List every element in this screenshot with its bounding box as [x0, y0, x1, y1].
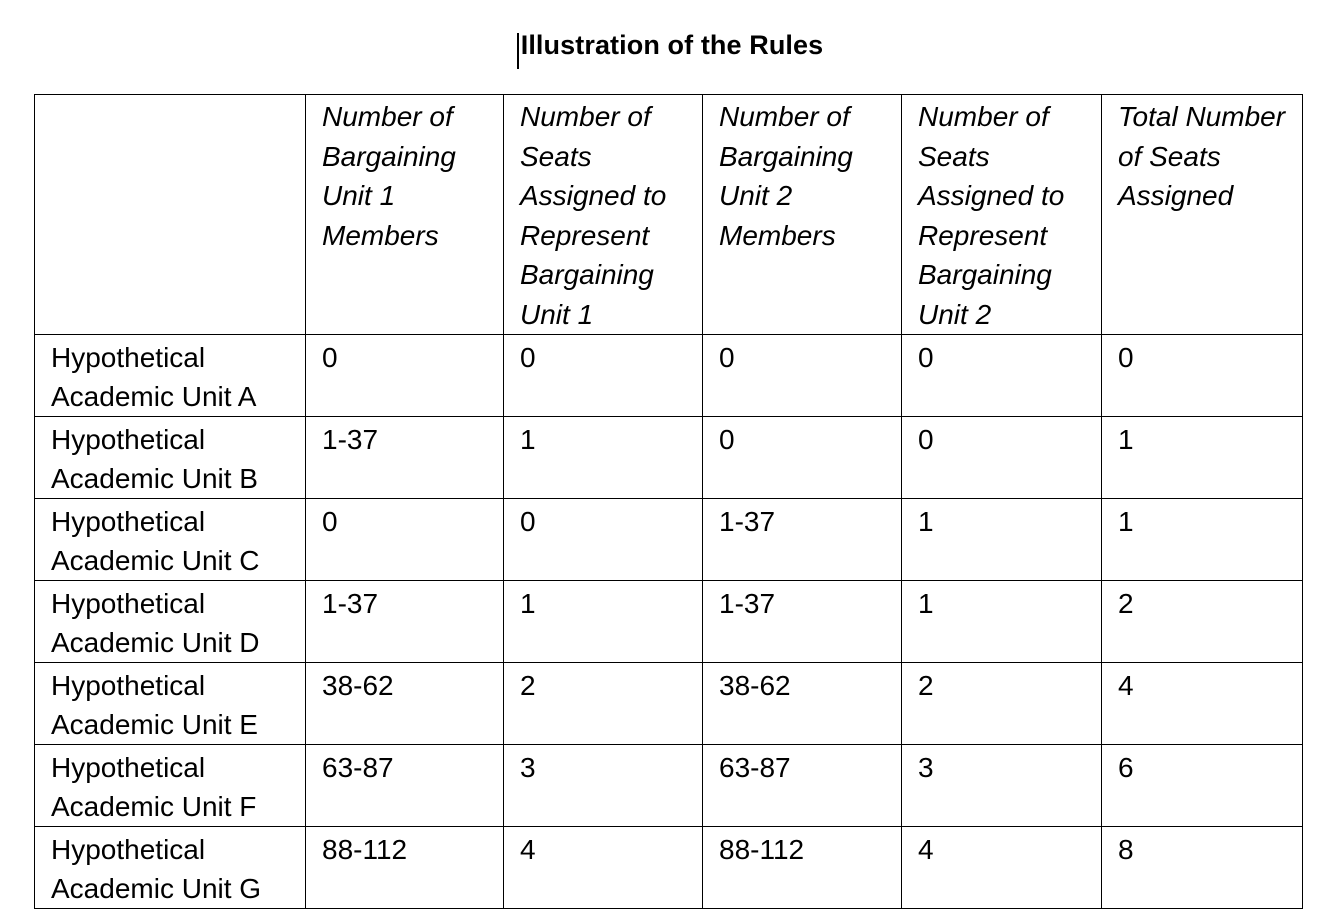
- table-row: [35, 417, 1303, 499]
- bu1-seats-cell: 0: [504, 499, 703, 581]
- row-label-cell: Hypothetical Academic Unit F: [35, 745, 306, 827]
- total-seats-cell: 1: [1102, 499, 1303, 581]
- bu2-members-cell: 88-112: [703, 827, 902, 909]
- total-seats-cell: 8: [1102, 827, 1303, 909]
- bu2-seats-cell: 1: [902, 499, 1102, 581]
- bu2-members-cell: 0: [703, 417, 902, 499]
- total-seats-cell: 1: [1102, 417, 1303, 499]
- total-seats-cell: 4: [1102, 663, 1303, 745]
- bu1-members-cell: 0: [306, 335, 504, 417]
- header-cell-corner: [35, 95, 306, 335]
- bu2-members-cell: 38-62: [703, 663, 902, 745]
- row-label-cell: Hypothetical Academic Unit A: [35, 335, 306, 417]
- text-cursor: [517, 33, 519, 69]
- bu1-members-cell: 1-37: [306, 417, 504, 499]
- bu1-seats-cell: 1: [504, 581, 703, 663]
- bu1-members-cell: 88-112: [306, 827, 504, 909]
- row-label-cell: Hypothetical Academic Unit C: [35, 499, 306, 581]
- document-title-block[interactable]: [517, 30, 824, 61]
- bu2-seats-cell: 0: [902, 335, 1102, 417]
- bu1-members-cell: 1-37: [306, 581, 504, 663]
- bu1-seats-cell: 0: [504, 335, 703, 417]
- table-row: [35, 827, 1303, 909]
- rules-table: [34, 94, 1303, 909]
- title-container: [0, 30, 1340, 61]
- table-row: [35, 335, 1303, 417]
- header-cell-bu1-members: Number of Bargaining Unit 1 Members: [306, 95, 504, 335]
- header-row: [35, 95, 1303, 335]
- total-seats-cell: 0: [1102, 335, 1303, 417]
- bu2-members-cell: 1-37: [703, 581, 902, 663]
- document-title: Illustration of the Rules: [520, 30, 824, 60]
- table-row: [35, 663, 1303, 745]
- bu2-seats-cell: 2: [902, 663, 1102, 745]
- bu2-members-cell: 63-87: [703, 745, 902, 827]
- bu1-seats-cell: 3: [504, 745, 703, 827]
- bu1-members-cell: 38-62: [306, 663, 504, 745]
- table-row: [35, 745, 1303, 827]
- header-cell-bu2-members: Number of Bargaining Unit 2 Members: [703, 95, 902, 335]
- total-seats-cell: 2: [1102, 581, 1303, 663]
- table-row: [35, 581, 1303, 663]
- table-header: [35, 95, 1303, 335]
- bu1-seats-cell: 2: [504, 663, 703, 745]
- row-label-cell: Hypothetical Academic Unit E: [35, 663, 306, 745]
- bu2-members-cell: 0: [703, 335, 902, 417]
- table-row: [35, 499, 1303, 581]
- bu1-seats-cell: 1: [504, 417, 703, 499]
- bu1-members-cell: 0: [306, 499, 504, 581]
- row-label-cell: Hypothetical Academic Unit G: [35, 827, 306, 909]
- header-cell-bu1-seats: Number of Seats Assigned to Represent Bargaining Unit 1: [504, 95, 703, 335]
- row-label-cell: Hypothetical Academic Unit D: [35, 581, 306, 663]
- bu1-members-cell: 63-87: [306, 745, 504, 827]
- table-body: [35, 335, 1303, 909]
- total-seats-cell: 6: [1102, 745, 1303, 827]
- bu2-seats-cell: 1: [902, 581, 1102, 663]
- bu2-seats-cell: 4: [902, 827, 1102, 909]
- header-cell-bu2-seats: Number of Seats Assigned to Represent Bargaining Unit 2: [902, 95, 1102, 335]
- bu2-seats-cell: 0: [902, 417, 1102, 499]
- header-cell-total-seats: Total Number of Seats Assigned: [1102, 95, 1303, 335]
- bu1-seats-cell: 4: [504, 827, 703, 909]
- row-label-cell: Hypothetical Academic Unit B: [35, 417, 306, 499]
- bu2-members-cell: 1-37: [703, 499, 902, 581]
- bu2-seats-cell: 3: [902, 745, 1102, 827]
